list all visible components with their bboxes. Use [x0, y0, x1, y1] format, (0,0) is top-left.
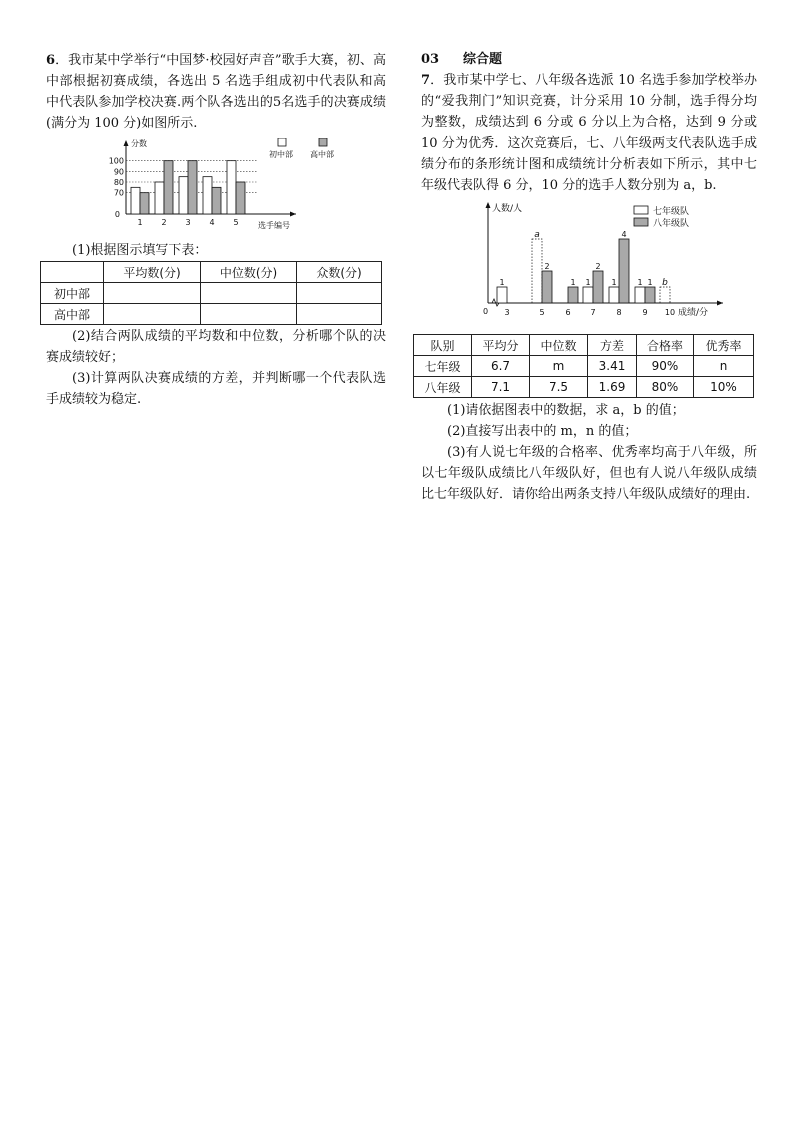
- legend-swatch: [278, 138, 286, 146]
- bar-grade8: [593, 271, 603, 303]
- origin-label: 0: [114, 210, 120, 219]
- table-header-cell: 方差: [588, 335, 637, 356]
- table-cell: n: [694, 356, 754, 377]
- section-heading: [421, 50, 757, 70]
- table-header-cell: 中位数: [530, 335, 588, 356]
- x-tick-label: 9: [642, 308, 648, 317]
- bar-junior: [131, 187, 140, 214]
- bar-junior: [203, 177, 212, 214]
- section-number: 03: [421, 52, 440, 67]
- q7-table: [413, 334, 754, 398]
- y-axis-label: 人数/人: [492, 204, 523, 214]
- x-tick-label: 4: [209, 218, 215, 227]
- table-header-cell: 合格率: [637, 335, 694, 356]
- y-tick-label: 100: [108, 156, 124, 166]
- q7-sub3: (3)有人说七年级的合格率、优秀率均高于八年级，所以七年级队成绩比八年级队好，但也有人说八年级队成绩比七年级队好．请你给出两条支持八年级队成绩好的理由.: [421, 445, 757, 502]
- y-tick-label: 70: [113, 188, 124, 198]
- data-label: 4: [621, 230, 627, 239]
- table-header-cell: 优秀率: [694, 335, 754, 356]
- y-tick-label: 90: [113, 167, 124, 177]
- table-cell: 初中部: [41, 283, 104, 304]
- q6-table: [40, 261, 382, 325]
- table-header-cell: 众数(分): [297, 262, 382, 283]
- q7-intro: [421, 70, 757, 196]
- table-cell: 八年级: [414, 377, 472, 398]
- bar-senior: [164, 161, 173, 214]
- table-cell: 3.41: [588, 356, 637, 377]
- bar-junior: [227, 161, 236, 214]
- table-header-cell: 平均数(分): [104, 262, 201, 283]
- table-row: [41, 283, 382, 304]
- q6-intro-text: ．我市某中学举行“中国梦·校园好声音”歌手大赛，初、高中部根据初赛成绩，各选出 5 名选手组成初中代表队和高中代表队参加学校决赛.两个队各选出的5名选手的决赛成绩(满分为 100 分)如图所示.: [46, 53, 386, 131]
- bar-unknown-a: [532, 239, 542, 303]
- bar-grade8: [568, 287, 578, 303]
- y-axis-arrow: [124, 140, 129, 146]
- table-header-cell: [41, 262, 104, 283]
- bar-grade8: [619, 239, 629, 303]
- bar-senior: [212, 187, 221, 214]
- bar-grade7: [497, 287, 507, 303]
- table-cell: [201, 283, 297, 304]
- table-cell: [104, 304, 201, 325]
- bar-grade7: [635, 287, 645, 303]
- q6-sub3: (3)计算两队决赛成绩的方差，并判断哪一个代表队选手成绩较为稳定.: [46, 371, 386, 407]
- x-axis-label: 选手编号: [258, 221, 290, 230]
- q7-sub1: (1)请依据图表中的数据，求 a，b 的值；: [447, 403, 685, 418]
- q6-intro: [46, 50, 386, 134]
- table-row: [414, 356, 754, 377]
- bar-senior: [188, 161, 197, 214]
- y-axis-arrow: [486, 202, 491, 208]
- table-cell: 7.5: [530, 377, 588, 398]
- table-cell: [201, 304, 297, 325]
- origin-label: 0: [483, 307, 489, 316]
- q7-bar-chart: [421, 200, 757, 318]
- y-axis-label: 分数: [131, 139, 147, 148]
- table-cell: 1.69: [588, 377, 637, 398]
- bar-junior: [179, 177, 188, 214]
- table-cell: 80%: [637, 377, 694, 398]
- table-cell: [104, 283, 201, 304]
- table-cell: 高中部: [41, 304, 104, 325]
- table-header-row: [414, 335, 754, 356]
- question-7: [421, 50, 757, 505]
- question-6: [46, 50, 386, 410]
- data-label: 1: [585, 278, 591, 287]
- bar-grade7: [609, 287, 619, 303]
- table-cell: [297, 283, 382, 304]
- x-tick-label: 2: [161, 218, 167, 227]
- legend-swatch: [634, 206, 648, 214]
- q6-sub1: (1)根据图示填写下表：: [72, 243, 208, 258]
- table-cell: 7.1: [472, 377, 530, 398]
- table-cell: m: [530, 356, 588, 377]
- y-tick-label: 80: [113, 178, 124, 187]
- table-header-row: [41, 262, 382, 283]
- q6-bar-chart: [46, 138, 386, 238]
- data-label-unknown: a: [534, 230, 540, 240]
- q7-intro-text: ．我市某中学七、八年级各选派 10 名选手参加学校举办的“爱我荆门”知识竞赛，计分采用 10 分制，选手得分均为整数，成绩达到 6 分或 6 分以上为合格，达到 9 分或 10 分为优秀．这次竞赛后，七、八年级两支代表队选手成绩分布的条形统计图和成绩统计分析表如下所示，其中七年级代表队得 6 分，10 分的选手人数分别为 a，b.: [421, 73, 757, 193]
- bar-unknown-b: [660, 287, 670, 303]
- x-axis-arrow: [717, 301, 723, 306]
- data-label: 2: [595, 262, 601, 271]
- table-cell: 90%: [637, 356, 694, 377]
- table-cell: [297, 304, 382, 325]
- data-label: 1: [647, 278, 653, 287]
- bar-grade7: [583, 287, 593, 303]
- x-axis-label: 成绩/分: [678, 308, 709, 318]
- table-cell: 10%: [694, 377, 754, 398]
- bar-senior: [236, 182, 245, 214]
- x-tick-label: 6: [565, 308, 571, 317]
- table-row: [414, 377, 754, 398]
- x-tick-label: 10: [664, 308, 676, 317]
- table-header-cell: 平均分: [472, 335, 530, 356]
- x-tick-label: 8: [616, 308, 622, 317]
- q6-number: 6: [46, 53, 56, 68]
- x-tick-label: 7: [590, 308, 596, 317]
- table-header-cell: 队别: [414, 335, 472, 356]
- x-tick-label: 5: [233, 218, 239, 227]
- legend-label: 高中部: [310, 150, 334, 159]
- legend-label: 初中部: [269, 150, 293, 159]
- q6-sub2: (2)结合两队成绩的平均数和中位数，分析哪个队的决赛成绩较好；: [46, 329, 386, 365]
- q7-sub2: (2)直接写出表中的 m，n 的值；: [447, 424, 638, 439]
- table-cell: 七年级: [414, 356, 472, 377]
- x-tick-label: 1: [137, 218, 143, 227]
- bar-grade8: [542, 271, 552, 303]
- data-label-unknown: b: [662, 278, 668, 288]
- legend-swatch: [319, 138, 327, 146]
- x-tick-label: 5: [539, 308, 545, 317]
- bar-senior: [140, 193, 149, 214]
- section-title: 综合题: [463, 52, 503, 67]
- bar-junior: [155, 182, 164, 214]
- legend-label: 七年级队: [653, 207, 690, 217]
- data-label: 2: [544, 262, 550, 271]
- data-label: 1: [637, 278, 643, 287]
- x-axis-arrow: [290, 212, 296, 217]
- bar-grade8: [645, 287, 655, 303]
- table-cell: 6.7: [472, 356, 530, 377]
- q7-number: 7: [421, 73, 431, 88]
- x-tick-label: 3: [185, 218, 191, 227]
- data-label: 1: [611, 278, 617, 287]
- table-row: [41, 304, 382, 325]
- data-label: 1: [570, 278, 576, 287]
- legend-label: 八年级队: [653, 219, 690, 229]
- table-header-cell: 中位数(分): [201, 262, 297, 283]
- data-label: 1: [499, 278, 505, 287]
- legend-swatch: [634, 218, 648, 226]
- x-tick-label: 3: [504, 308, 510, 317]
